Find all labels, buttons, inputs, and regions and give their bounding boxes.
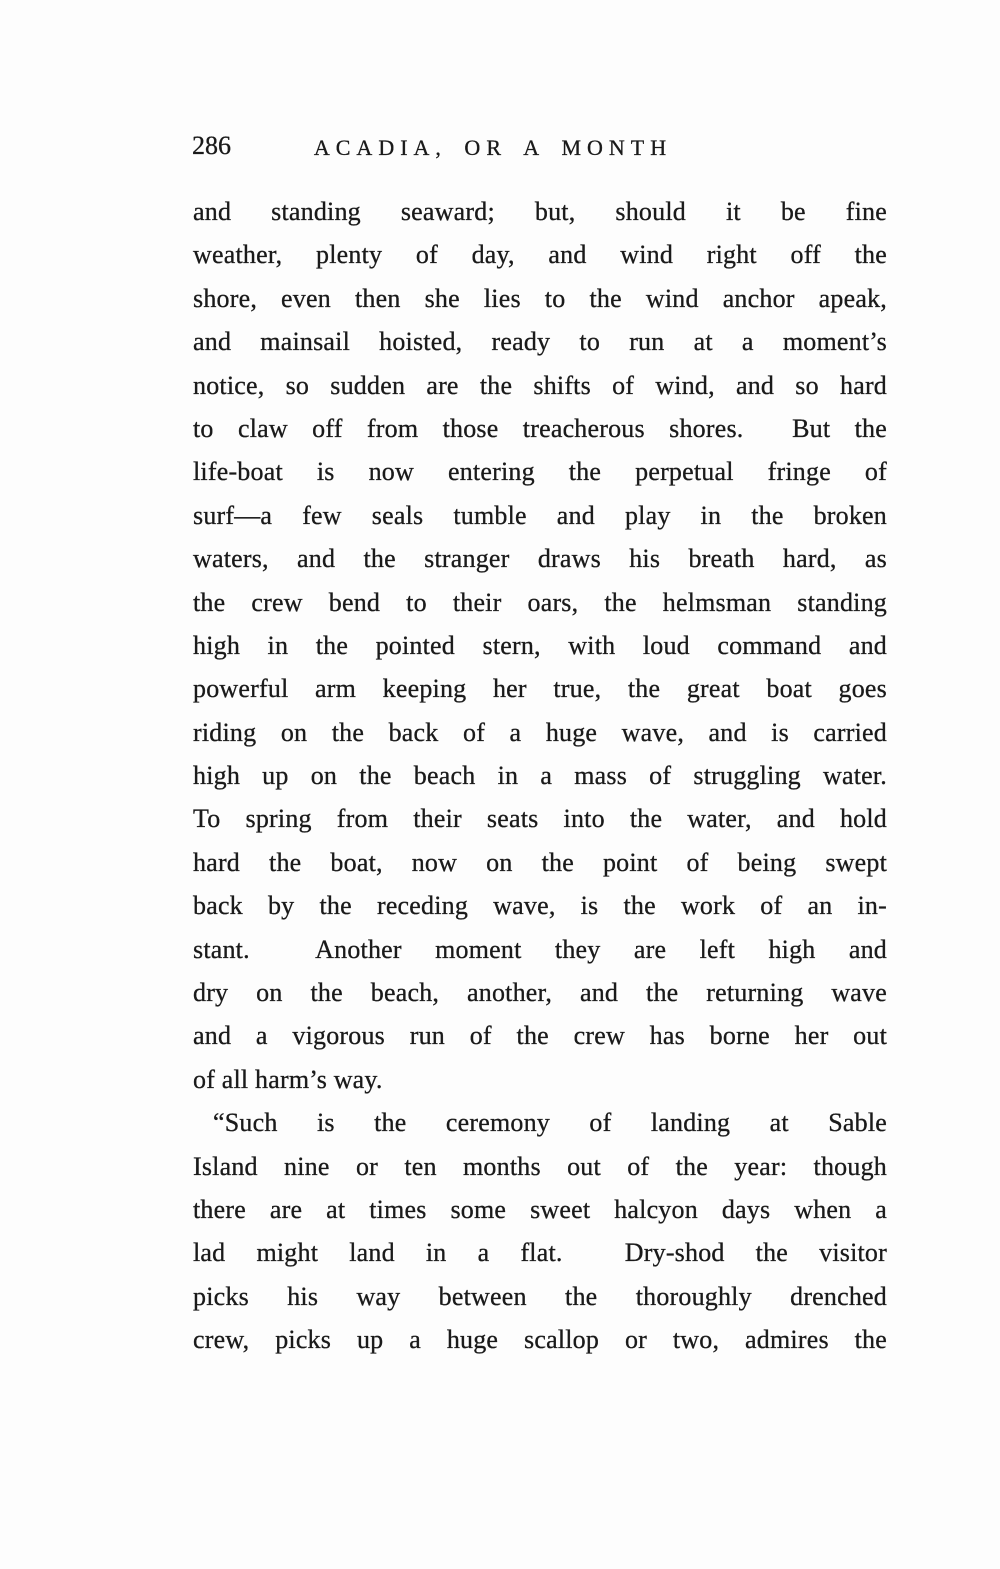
- text-line: crew, picks up a huge scallop or two, admires the: [193, 1325, 887, 1355]
- text-line: picks his way between the thoroughly drenched: [193, 1281, 887, 1311]
- text-line: dry on the beach, another, and the returning wave: [193, 978, 887, 1008]
- text-line: notice, so sudden are the shifts of wind, and so hard: [193, 370, 887, 400]
- text-line: and standing seaward; but, should it be fine: [193, 197, 887, 226]
- text-line: stant. Another moment they are left high and: [193, 934, 887, 964]
- text-line: riding on the back of a huge wave, and is carried: [193, 717, 887, 747]
- text-line: To spring from their seats into the water, and hold: [193, 804, 887, 834]
- text-line: powerful arm keeping her true, the great boat goes: [193, 674, 887, 704]
- text-line: shore, even then she lies to the wind anchor apeak,: [193, 283, 887, 313]
- text-line: Island nine or ten months out of the year: though: [193, 1151, 887, 1181]
- page-number: 286: [192, 131, 231, 160]
- text-line: hard the boat, now on the point of being swept: [193, 847, 887, 877]
- text-line: there are at times some sweet halcyon days when a: [193, 1194, 887, 1224]
- text-line: lad might land in a flat. Dry-shod the visitor: [193, 1238, 887, 1268]
- text-line: high up on the beach in a mass of struggling water.: [193, 761, 887, 791]
- text-line-paragraph-start: “Such is the ceremony of landing at Sable: [213, 1108, 887, 1138]
- text-line-paragraph-end: of all harm’s way.: [193, 1064, 383, 1094]
- running-head-title: ACADIA, OR A MONTH: [313, 135, 673, 160]
- text-line: high in the pointed stern, with loud command and: [193, 630, 887, 660]
- body-text-block: [193, 190, 887, 1362]
- text-line: back by the receding wave, is the work of an in-: [193, 891, 887, 921]
- text-line: the crew bend to their oars, the helmsman standing: [193, 587, 887, 617]
- text-line: and mainsail hoisted, ready to run at a moment’s: [193, 327, 887, 357]
- text-line: to claw off from those treacherous shores. But the: [193, 413, 887, 443]
- text-line: life-boat is now entering the perpetual fringe of: [193, 457, 887, 487]
- text-line: weather, plenty of day, and wind right off the: [193, 240, 887, 270]
- text-line: surf—a few seals tumble and play in the broken: [193, 500, 887, 530]
- text-line: waters, and the stranger draws his breath hard, as: [193, 544, 887, 574]
- text-line: and a vigorous run of the crew has borne her out: [193, 1021, 887, 1051]
